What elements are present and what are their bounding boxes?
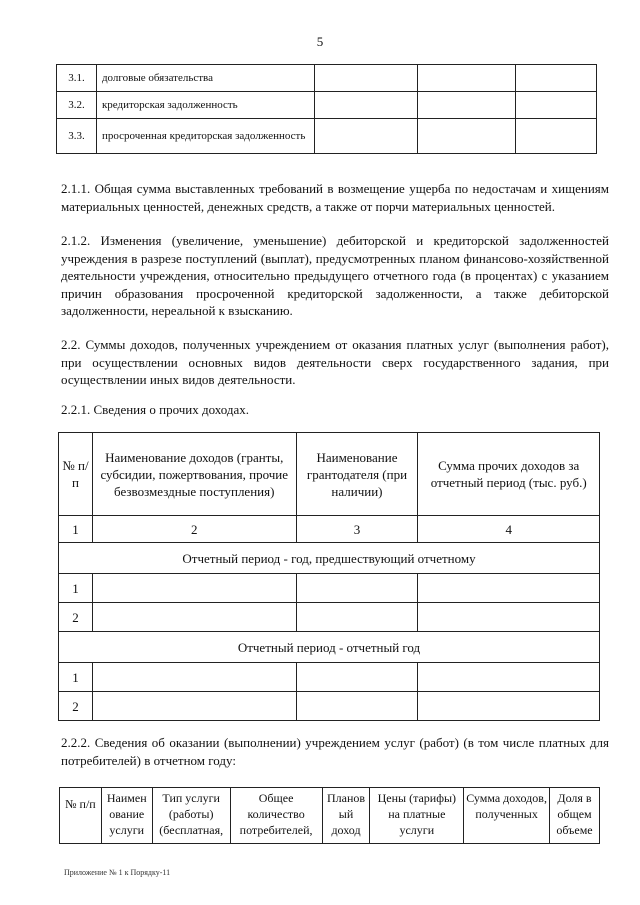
row-number: 2 <box>59 692 93 721</box>
empty-cell <box>314 119 418 154</box>
empty-cell <box>92 574 296 603</box>
table-header-row <box>60 788 600 844</box>
index-cell: 2 <box>92 516 296 543</box>
row-label: долговые обязательства <box>96 65 314 92</box>
table-row <box>57 92 597 119</box>
column-index-row <box>59 516 600 543</box>
header-cell: Общее количество потребителей, <box>230 788 322 844</box>
header-cell: № п/п <box>59 433 93 516</box>
table-row <box>59 603 600 632</box>
table-row <box>59 692 600 721</box>
header-cell: Сумма доходов, полученных <box>464 788 550 844</box>
table-row <box>59 663 600 692</box>
empty-cell <box>418 692 600 721</box>
page-number: 5 <box>316 34 324 49</box>
empty-cell <box>516 92 597 119</box>
table-row <box>57 119 597 154</box>
empty-cell <box>92 663 296 692</box>
empty-cell <box>418 603 600 632</box>
empty-cell <box>418 663 600 692</box>
header-cell: Цены (тарифы) на платные услуги <box>370 788 464 844</box>
header-cell: Наимен ование услуги <box>101 788 152 844</box>
empty-cell <box>516 65 597 92</box>
empty-cell <box>296 574 418 603</box>
header-cell: Планов ый доход <box>322 788 370 844</box>
row-label: просроченная кредиторская задолженность <box>96 119 314 154</box>
empty-cell <box>418 574 600 603</box>
footer-note: Приложение № 1 к Порядку-11 <box>64 868 171 877</box>
row-number: 3.2. <box>57 92 97 119</box>
header-cell: Доля в общем объеме <box>550 788 600 844</box>
empty-cell <box>92 603 296 632</box>
empty-cell <box>418 65 516 92</box>
period-current-label: Отчетный период - отчетный год <box>59 632 600 663</box>
header-cell: Тип услуги (работы) (бесплатная, <box>152 788 230 844</box>
services-table <box>59 787 600 844</box>
empty-cell <box>418 92 516 119</box>
empty-cell <box>92 692 296 721</box>
empty-cell <box>314 65 418 92</box>
empty-cell <box>418 119 516 154</box>
empty-cell <box>314 92 418 119</box>
empty-cell <box>296 692 418 721</box>
table-row <box>57 65 597 92</box>
row-number: 3.3. <box>57 119 97 154</box>
index-cell: 1 <box>59 516 93 543</box>
period-previous-label: Отчетный период - год, предшествующий отчетному <box>59 543 600 574</box>
period-row <box>59 632 600 663</box>
row-number: 2 <box>59 603 93 632</box>
empty-cell <box>296 663 418 692</box>
row-number: 1 <box>59 574 93 603</box>
header-cell: Сумма прочих доходов за отчетный период (тыс. руб.) <box>418 433 600 516</box>
other-income-table <box>58 432 600 721</box>
header-cell: № п/п <box>60 788 102 844</box>
empty-cell <box>296 603 418 632</box>
empty-cell <box>516 119 597 154</box>
row-label: кредиторская задолженность <box>96 92 314 119</box>
liabilities-table <box>56 64 597 154</box>
header-cell: Наименование доходов (гранты, субсидии, пожертвования, прочие безвозмездные поступления) <box>92 433 296 516</box>
header-cell: Наименование грантодателя (при наличии) <box>296 433 418 516</box>
index-cell: 4 <box>418 516 600 543</box>
table-row <box>59 574 600 603</box>
index-cell: 3 <box>296 516 418 543</box>
row-number: 1 <box>59 663 93 692</box>
paragraph-2-1-2: 2.1.2. Изменения (увеличение, уменьшение) дебиторской и кредиторской задолженностей учреждения в разрезе поступлений (выплат), предусмотренных планом финансово-хозяйственной деятельности учреждения, относительно предыдущего отчетного года (в процентах) с указанием причин образования просроченной кредиторской задолженности, а также дебиторской задолженности, нереальной к взысканию. <box>61 233 609 318</box>
paragraph-2-2: 2.2. Суммы доходов, полученных учреждением от оказания платных услуг (выполнения работ), при осуществлении основных видов деятельности сверх государственного задания, при осуществлении иных видов деятельности. <box>61 337 609 387</box>
paragraph-2-1-1: 2.1.1. Общая сумма выставленных требований в возмещение ущерба по недостачам и хищениям материальных ценностей, денежных средств, а также от порчи материальных ценностей. <box>61 181 609 214</box>
table-header-row <box>59 433 600 516</box>
section-2-2-1-heading: 2.2.1. Сведения о прочих доходах. <box>61 402 250 417</box>
period-row <box>59 543 600 574</box>
row-number: 3.1. <box>57 65 97 92</box>
section-2-2-2-heading: 2.2.2. Сведения об оказании (выполнении) учреждением услуг (работ) (в том числе платных для потребителей) в отчетном году: <box>61 735 609 768</box>
